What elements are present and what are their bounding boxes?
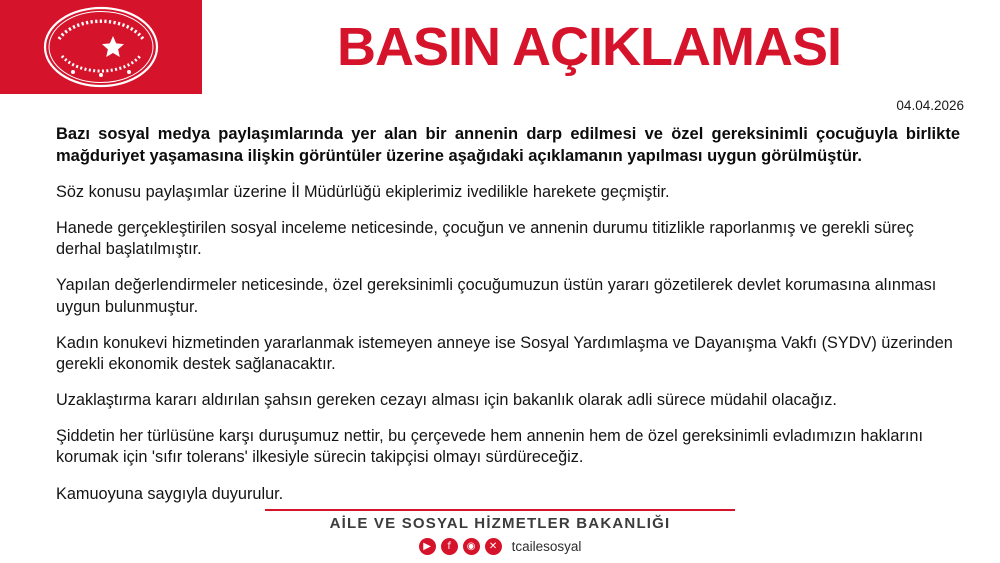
document-footer xyxy=(0,509,1000,555)
header-title-area xyxy=(202,0,1000,94)
social-handle: tcailesosyal xyxy=(511,539,582,554)
x-twitter-icon[interactable]: ✕ xyxy=(485,538,502,555)
footer-divider xyxy=(265,509,735,511)
body-paragraph-6: Şiddetin her türlüsüne karşı duruşumuz nettir, bu çerçevede hem annenin hem de özel gereksinimli evladımızın haklarını korumak için 'sıfır tolerans' ilkesiyle sürecin takipçisi olmayı sürdüreceğiz. xyxy=(56,427,923,467)
body-paragraph-4: Kadın konukevi hizmetinden yararlanmak istemeyen anneye ise Sosyal Yardımlaşma ve Dayanışma Vakfı (SYDV) üzerinden gerekli ekonomik destek sağlanacaktır. xyxy=(56,333,953,373)
publication-date: 04.04.2026 xyxy=(896,98,964,113)
facebook-icon[interactable]: f xyxy=(441,538,458,555)
ministry-name: AİLE VE SOSYAL HİZMETLER BAKANLIĞI xyxy=(329,515,671,532)
body-paragraph-3: Yapılan değerlendirmeler neticesinde, özel gereksinimli çocuğumuzun üstün yararı gözetilerek devlet korumasına alınması uygun bulunmuştur. xyxy=(56,276,937,316)
lead-paragraph: Bazı sosyal medya paylaşımlarında yer alan bir annenin darp edilmesi ve özel gereksinimli çocuğuyla birlikte mağduriyet yaşamasına ilişkin görüntüler üzerine aşağıdaki açıklamanın yapılması uygun görülmüştür. xyxy=(56,125,960,165)
body-paragraph-2: Hanede gerçekleştirilen sosyal inceleme neticesinde, çocuğun ve annenin durumu titizlikle raporlanmış ve gerekli süreç derhal başlatılmıştır. xyxy=(56,219,914,259)
youtube-icon[interactable]: ▶ xyxy=(419,538,436,555)
instagram-icon[interactable]: ◉ xyxy=(463,538,480,555)
social-links-row xyxy=(0,538,1000,555)
body-paragraph-1: Söz konusu paylaşımlar üzerine İl Müdürlüğü ekiplerimiz ivedilikle harekete geçmiştir. xyxy=(56,182,670,201)
ministry-emblem-icon xyxy=(43,7,159,87)
page-title: BASIN AÇIKLAMASI xyxy=(337,17,841,77)
document-header xyxy=(0,0,1000,94)
body-paragraph-5: Uzaklaştırma kararı aldırılan şahsın gereken cezayı alması için bakanlık olarak adli sürece müdahil olacağız. xyxy=(56,391,837,410)
body-paragraph-7: Kamuoyuna saygıyla duyurulur. xyxy=(56,484,284,503)
document-body xyxy=(0,116,1000,505)
ministry-logo-block xyxy=(0,0,202,94)
